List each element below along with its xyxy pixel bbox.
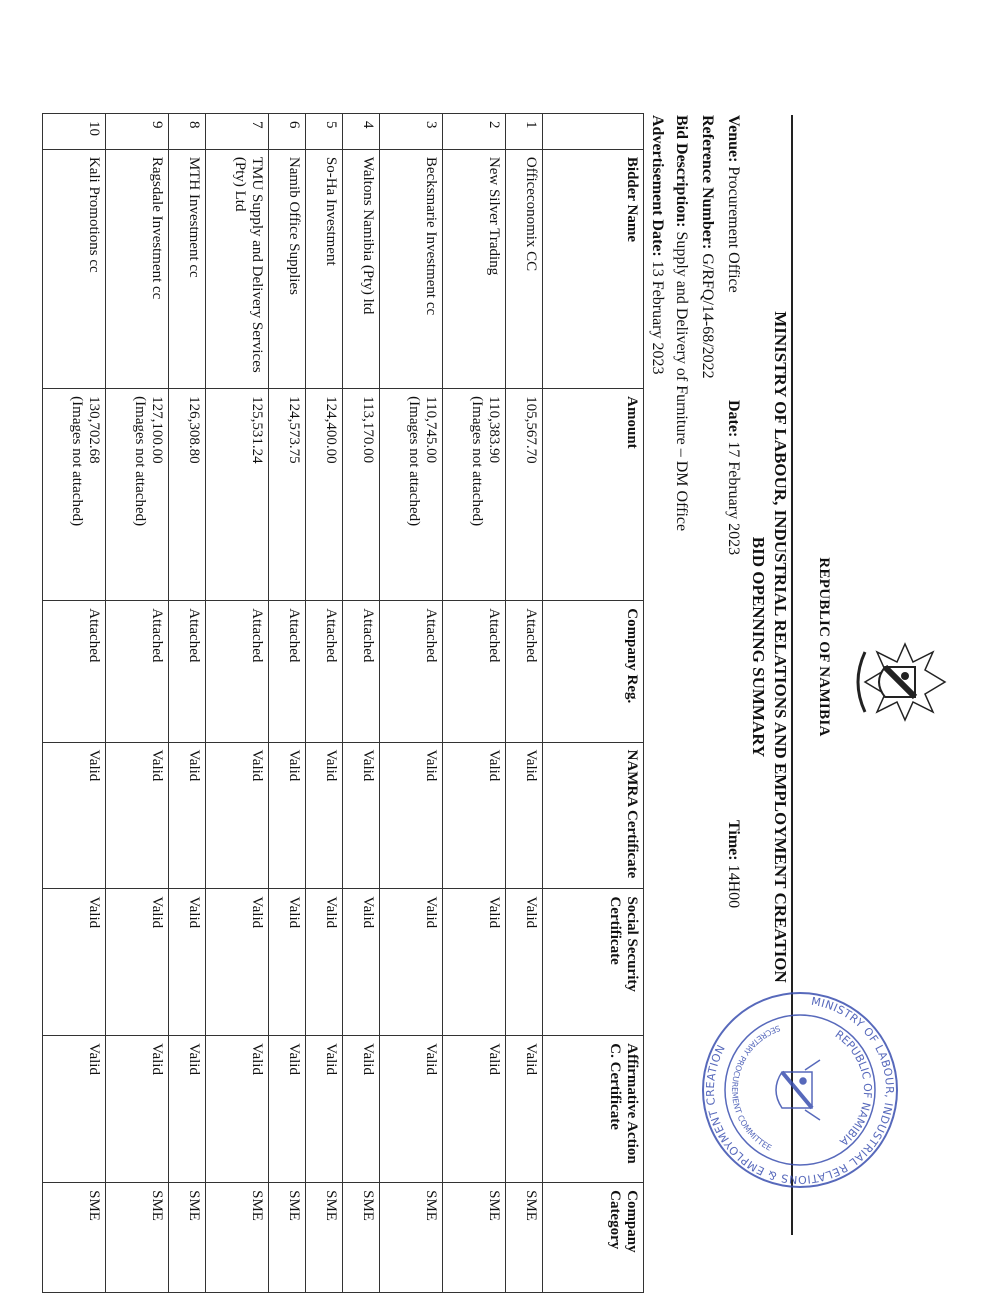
description-line [672,115,690,531]
cell-amount [306,389,343,601]
cell-amount [43,389,106,601]
cell-bidder-name: Ragsdale Investment cc [106,149,169,388]
time-line [724,820,742,908]
cell-namra: Valid [269,742,306,889]
amount-value: 125,531.24 [249,396,265,464]
cell-company-category: SME [380,1183,443,1293]
cell-affirmative-action: Valid [443,1036,506,1183]
cell-company-reg: Attached [43,601,106,742]
cell-affirmative-action: Valid [306,1036,343,1183]
cell-bidder-name: TMU Supply and Delivery Services (Pty) Ltd [206,149,269,388]
table-row [380,114,443,1293]
bid-summary-table [42,113,644,1293]
cell-social-security: Valid [506,889,543,1036]
procurement-committee-stamp [700,990,900,1190]
cell-affirmative-action: Valid [343,1036,380,1183]
table-row [169,114,206,1293]
time-label: Time: [725,820,742,861]
venue-line [724,115,742,293]
cell-company-category: SME [506,1183,543,1293]
cell-namra: Valid [380,742,443,889]
cell-number: 3 [380,114,443,150]
cell-company-reg: Attached [206,601,269,742]
cell-namra: Valid [506,742,543,889]
amount-value: 110,383.90 [486,396,502,464]
col-header-number [543,114,644,150]
cell-company-reg: Attached [380,601,443,742]
reference-label: Reference Number: [699,115,716,250]
table-row [106,114,169,1293]
reference-line [698,115,716,379]
cell-social-security: Valid [106,889,169,1036]
date-line [724,400,742,555]
cell-bidder-name: MTH Investment cc [169,149,206,388]
date-value: 17 February 2023 [725,437,742,556]
svg-text:REPUBLIC OF NAMIBIA [833,1028,875,1149]
stamp-emblem-icon [776,1060,820,1120]
cell-social-security: Valid [269,889,306,1036]
cell-social-security: Valid [43,889,106,1036]
cell-amount [106,389,169,601]
amount-value: 110,745.00 [423,396,439,464]
table-row [443,114,506,1293]
cell-amount [269,389,306,601]
cell-affirmative-action: Valid [169,1036,206,1183]
cell-amount [343,389,380,601]
namibia-coat-of-arms-emblem [845,632,955,732]
table-row [206,114,269,1293]
table-body [43,114,543,1293]
cell-affirmative-action: Valid [206,1036,269,1183]
col-header-social-security: Social Security Certificate [543,889,644,1036]
cell-number: 1 [506,114,543,150]
amount-note: (Images not attached) [131,396,148,527]
time-value: 14H00 [725,860,742,909]
col-header-company-category: Company Category [543,1183,644,1293]
cell-company-category: SME [206,1183,269,1293]
cell-social-security: Valid [380,889,443,1036]
cell-social-security: Valid [306,889,343,1036]
cell-number: 8 [169,114,206,150]
cell-company-category: SME [306,1183,343,1293]
country-title: REPUBLIC OF NAMIBIA [816,557,832,737]
cell-bidder-name: Becksmarie Investment cc [380,149,443,388]
date-label: Date: [725,400,742,438]
cell-bidder-name: New Silver Trading [443,149,506,388]
cell-company-category: SME [43,1183,106,1293]
cell-amount [506,389,543,601]
cell-affirmative-action: Valid [380,1036,443,1183]
cell-company-reg: Attached [169,601,206,742]
cell-number: 5 [306,114,343,150]
col-header-namra: NAMRA Certificate [543,742,644,889]
venue-value: Procurement Office [725,162,742,293]
cell-number: 10 [43,114,106,150]
amount-value: 127,100.00 [149,396,165,464]
cell-company-reg: Attached [269,601,306,742]
cell-company-reg: Attached [306,601,343,742]
advertisement-value: 13 February 2023 [649,256,666,375]
col-header-bidder-name: Bidder Name [543,149,644,388]
cell-bidder-name: Waltons Namibia (Pty) ltd [343,149,380,388]
cell-bidder-name: Namib Office Supplies [269,149,306,388]
cell-social-security: Valid [443,889,506,1036]
cell-affirmative-action: Valid [106,1036,169,1183]
cell-company-category: SME [443,1183,506,1293]
cell-amount [443,389,506,601]
description-label: Bid Description: [673,115,690,228]
col-header-affirmative-action: Affirmative Action C. Certificate [543,1036,644,1183]
cell-social-security: Valid [343,889,380,1036]
stamp-inner-text: SECRETARY PROCUREMENT COMMITTEE [729,1023,782,1153]
cell-company-reg: Attached [106,601,169,742]
col-header-amount: Amount [543,389,644,601]
cell-company-reg: Attached [506,601,543,742]
table-row [306,114,343,1293]
amount-value: 105,567.70 [523,396,539,464]
table-row [43,114,106,1293]
cell-namra: Valid [306,742,343,889]
cell-namra: Valid [443,742,506,889]
table-row [343,114,380,1293]
cell-amount [380,389,443,601]
cell-social-security: Valid [169,889,206,1036]
summary-title: BID OPENNING SUMMARY [749,536,768,758]
cell-number: 9 [106,114,169,150]
table-row [506,114,543,1293]
cell-bidder-name: Officeconomix CC [506,149,543,388]
amount-value: 126,308.80 [186,396,202,464]
table-row [269,114,306,1293]
advertisement-label: Advertisement Date: [649,115,666,257]
reference-value: G/RFQ/14-68/2022 [699,249,716,379]
cell-company-category: SME [269,1183,306,1293]
cell-affirmative-action: Valid [269,1036,306,1183]
cell-company-category: SME [106,1183,169,1293]
amount-value: 113,170.00 [360,396,376,464]
amount-value: 124,400.00 [323,396,339,464]
venue-label: Venue: [725,115,742,163]
cell-company-category: SME [169,1183,206,1293]
amount-note: (Images not attached) [68,396,85,527]
cell-namra: Valid [206,742,269,889]
cell-number: 7 [206,114,269,150]
advertisement-line [648,115,666,375]
ministry-title: MINISTRY OF LABOUR, INDUSTRIAL RELATIONS AND EMPLOYMENT CREATION [771,311,790,983]
amount-value: 124,573.75 [286,396,302,464]
cell-namra: Valid [343,742,380,889]
cell-amount [169,389,206,601]
cell-affirmative-action: Valid [506,1036,543,1183]
cell-number: 2 [443,114,506,150]
cell-affirmative-action: Valid [43,1036,106,1183]
cell-namra: Valid [106,742,169,889]
cell-company-reg: Attached [443,601,506,742]
cell-number: 6 [269,114,306,150]
amount-note: (Images not attached) [405,396,422,527]
svg-text:SECRETARY PROCUREMENT COMMITTE [730,1023,781,1152]
description-value: Supply and Delivery of Furniture – DM Office [673,227,690,532]
cell-namra: Valid [169,742,206,889]
stamp-outer-text: MINISTRY OF LABOUR, INDUSTRIAL RELATIONS & EMPLOYMENT CREATION [703,994,897,1187]
cell-bidder-name: So-Ha Investment [306,149,343,388]
col-header-company-reg: Company Reg. [543,601,644,742]
cell-number: 4 [343,114,380,150]
cell-social-security: Valid [206,889,269,1036]
cell-namra: Valid [43,742,106,889]
cell-company-reg: Attached [343,601,380,742]
stamp-middle-text: REPUBLIC OF NAMIBIA [832,1027,875,1149]
amount-note: (Images not attached) [468,396,485,527]
cell-bidder-name: Kali Promotions cc [43,149,106,388]
cell-company-category: SME [343,1183,380,1293]
cell-amount [206,389,269,601]
table-header-row [543,114,644,1293]
amount-value: 130,702.68 [86,396,102,464]
